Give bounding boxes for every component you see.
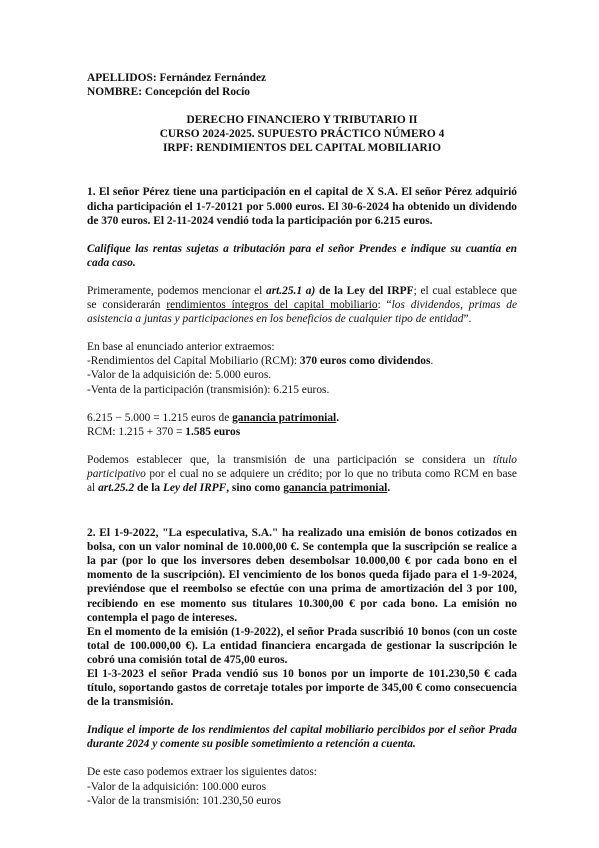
q1-item-2: -Valor de la adquisición de: 5.000 euros. [87,369,272,382]
q1-data-intro: En base al enunciado anterior extraemos: [87,341,275,354]
q1-item-1: -Rendimientos del Capital Mobiliario (RCM): 370 euros como dividendos. [87,355,434,368]
q2-data-intro: De este caso podemos extraer los siguientes datos: [87,766,317,779]
document-page [87,71,517,808]
title-line-2: CURSO 2024-2025. SUPUESTO PRÁCTICO NÚMERO 4 [159,128,445,141]
q2-item-2: -Valor de la transmisión: 101.230,50 euros [87,794,281,807]
q1-paragraph-2: Podemos establecer que, la transmisión de una participación se considera un título participativo por el cual no se adquiere un crédito; por lo que no tributa como RCM en base al art.25.2 de la Ley del IRPF, sino como ganancia patrimonial. [87,453,517,494]
q2-question: Indique el importe de los rendimientos del capital mobiliario percibidos por el señor Prada durante 2024 y comente su posible sometimiento a retención a cuenta. [87,724,517,751]
q1-item-3: -Venta de la participación (transmisión): 6.215 euros. [87,383,330,396]
q1-statement: 1. El señor Pérez tiene una participación en el capital de X S.A. El señor Pérez adquirió dicha participación el 1-7-20121 por 5.000 euros. El 30-6-2024 ha obtenido un dividendo de 370 euros. El 2-11-2024 vendió toda la participación por 6.215 euros. [87,186,517,227]
title-line-3: IRPF: RENDIMIENTOS DEL CAPITAL MOBILIARIO [162,142,442,155]
title-line-1: DERECHO FINANCIERO Y TRIBUTARIO II [186,114,418,127]
q2-item-1: -Valor de la adquisición: 100.000 euros [87,780,267,793]
q1-paragraph-1: Primeramente, podemos mencionar el art.25.1 a) de la Ley del IRPF; el cual establece que se considerarán rendimientos íntegros del capital mobiliario: “los dividendos, primas de asistencia a juntas y participaciones en los beneficios de cualquier tipo de entidad”. [87,284,518,326]
q2-statement-3: El 1-3-2023 el señor Prada vendió sus 10 bonos por un importe de 101.230,50 € cada título, soportando gastos de corretaje totales por importe de 345,00 € como consecuencia de la transmisión. [87,668,517,709]
nombre-line: NOMBRE: Concepción del Rocío [87,86,250,99]
q2-statement-2: En el momento de la emisión (1-9-2022), el señor Prada suscribió 10 bonos (con un coste total de 100.000,00 €). La entidad financiera encargada de gestionar la suscripción le cobró una comisión total de 475,00 euros. [87,625,517,666]
q2-statement-1: 2. El 1-9-2022, "La especulativa, S.A." ha realizado una emisión de bonos cotizados en bolsa, con un valor nominal de 10.000,00 €. Se contempla que la suscripción se realice a la par (por lo que los inversores deben desembolsar 10.000,00 € por cada bono en el momento de la suscripción). El vencimiento de los bonos queda fijado para el 1-9-2024, previéndose que el reembolso se efectúe con una prima de amortización del 3 por 100, recibiendo en ese momento sus titulares 10.300,00 € por cada bono. La emisión no contempla el pago de intereses. [87,527,517,624]
q1-question: Califique las rentas sujetas a tributación para el señor Prendes e indique su cuantía en cada caso. [87,242,517,269]
apellidos-line: APELLIDOS: Fernández Fernández [87,72,267,84]
q1-calc-1: 6.215 − 5.000 = 1.215 euros de ganancia patrimonial. [87,411,340,424]
q1-calc-2: RCM: 1.215 + 370 = 1.585 euros [87,425,241,438]
